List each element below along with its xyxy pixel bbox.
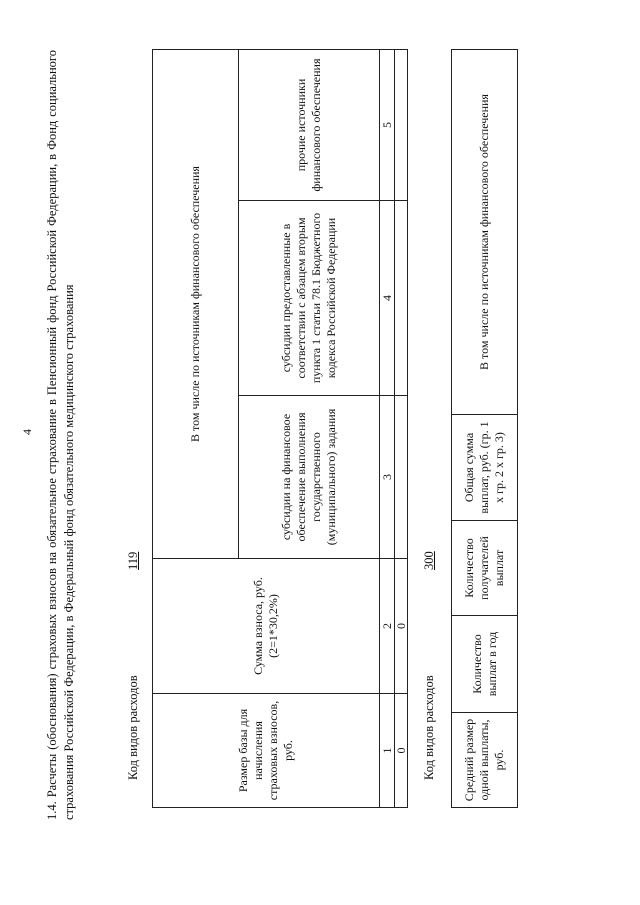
table-cell-empty: [394, 200, 408, 396]
table1-code-value: 119: [126, 551, 140, 570]
header-base-size: Размер базы для начисления страховых взносов, руб.: [152, 693, 380, 808]
table1-code-label: Код видов расходов: [126, 675, 140, 780]
column-number-3: 3: [379, 395, 395, 559]
table-cell-base-value: 0: [394, 693, 408, 808]
page-number: 4: [20, 429, 34, 435]
header-subsidy-budget: субсидии предоставленные в соответствии с абзацем вторым пункта 1 статьи 78.1 Бюджетного кодекса Российской Федерации: [238, 200, 380, 396]
table-cell-empty: [394, 49, 408, 201]
table2-code-label: Код видов расходов: [422, 675, 436, 780]
header-subsidy-task: субсидии на финансовое обеспечение выполнения государственного (муниципального) задания: [238, 395, 380, 559]
header-incl-sources: В том числе по источникам финансового обеспечения: [152, 49, 239, 559]
table-cell-contribution-value: 0: [394, 558, 408, 694]
header-contribution-sum: Сумма взноса, руб. (2=1*30,2%): [152, 558, 380, 694]
column-number-5: 5: [379, 49, 395, 201]
header-payments-per-year: Количество выплат в год: [451, 615, 518, 713]
table-cell-empty: [394, 395, 408, 559]
column-number-2: 2: [379, 558, 395, 694]
header-avg-payment: Средний размер одной выплаты, руб.: [451, 712, 518, 808]
header-other-sources: прочие источники финансового обеспечения: [238, 49, 380, 201]
column-number-4: 4: [379, 200, 395, 396]
header-total-sum: Общая сумма выплат, руб. (гр. 1 х гр. 2 х гр. 3): [451, 414, 518, 521]
header-recipients: Количество получателей выплат: [451, 520, 518, 616]
header-incl-sources-2: В том числе по источникам финансового обеспечения: [451, 49, 518, 415]
table2-code-value: 300: [422, 551, 436, 570]
column-number-1: 1: [379, 693, 395, 808]
section-heading: 1.4. Расчеты (обоснования) страховых взносов на обязательное страхование в Пенсионный фонд Российской Федерации, в Фонд социального страхования Российской Федерации, в Федеральный фонд обязательного медицинского страхования: [45, 50, 76, 820]
